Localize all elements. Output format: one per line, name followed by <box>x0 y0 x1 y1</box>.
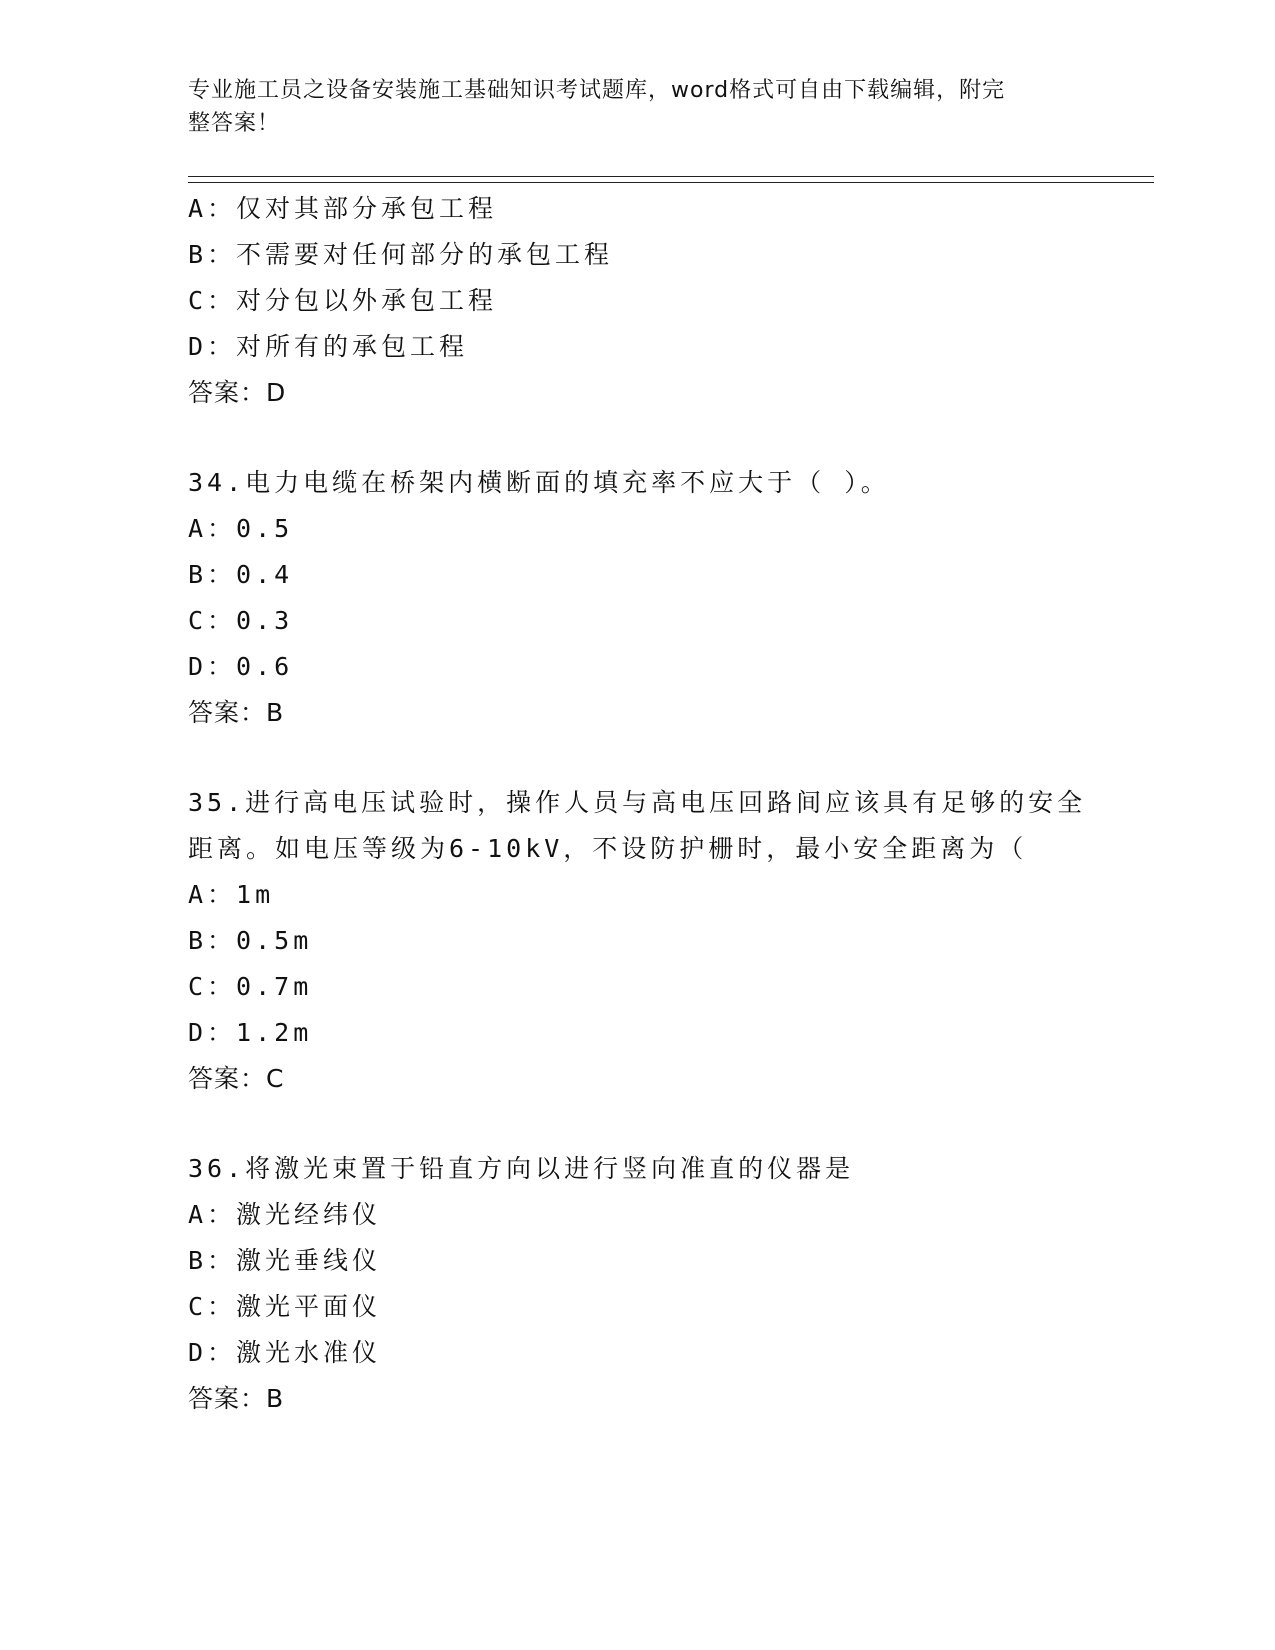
option-b: B：不需要对任何部分的承包工程 <box>188 240 614 269</box>
question-item <box>188 780 1148 1102</box>
header-line: 专业施工员之设备安装施工基础知识考试题库，word格式可自由下载编辑，附完 <box>188 78 1006 103</box>
question-item <box>188 186 1148 416</box>
option-d: D：1.2m <box>188 1018 313 1047</box>
option-b: B：0.4 <box>188 560 294 589</box>
header-divider-top <box>188 176 1154 177</box>
option-b: B：激光垂线仪 <box>188 1246 382 1275</box>
question-stem <box>188 780 1148 872</box>
question-list <box>188 186 1148 1422</box>
option-a: A：激光经纬仪 <box>188 1200 382 1229</box>
option-a: A：1m <box>188 880 275 909</box>
option-d: D：0.6 <box>188 652 294 681</box>
option-c: C：对分包以外承包工程 <box>188 286 498 315</box>
question-item <box>188 1146 1148 1422</box>
option-b: B：0.5m <box>188 926 313 955</box>
option-c: C：0.7m <box>188 972 313 1001</box>
option-a: A：仅对其部分承包工程 <box>188 194 498 223</box>
question-stem <box>188 1146 1148 1192</box>
question-stem <box>188 460 1148 506</box>
header-line: 整答案！ <box>188 111 281 136</box>
option-c: C：0.3 <box>188 606 294 635</box>
question-stem-line: 距离。如电压等级为6-10kV，不设防护栅时，最小安全距离为（ <box>188 834 1028 863</box>
answer-line: 答案：C <box>188 1064 285 1093</box>
option-d: D：激光水准仪 <box>188 1338 382 1367</box>
option-c: C：激光平面仪 <box>188 1292 382 1321</box>
question-stem-line: 36.将激光束置于铅直方向以进行竖向准直的仪器是 <box>188 1154 855 1183</box>
answer-line: 答案：D <box>188 378 287 407</box>
option-a: A：0.5 <box>188 514 294 543</box>
question-stem-line: 34.电力电缆在桥架内横断面的填充率不应大于（ ）。 <box>188 468 890 497</box>
option-d: D：对所有的承包工程 <box>188 332 469 361</box>
header-divider-bottom <box>188 182 1154 183</box>
question-item <box>188 460 1148 736</box>
answer-line: 答案：B <box>188 698 285 727</box>
answer-line: 答案：B <box>188 1384 285 1413</box>
question-stem-line: 35.进行高电压试验时，操作人员与高电压回路间应该具有足够的安全 <box>188 788 1087 817</box>
document-header <box>188 74 1068 140</box>
